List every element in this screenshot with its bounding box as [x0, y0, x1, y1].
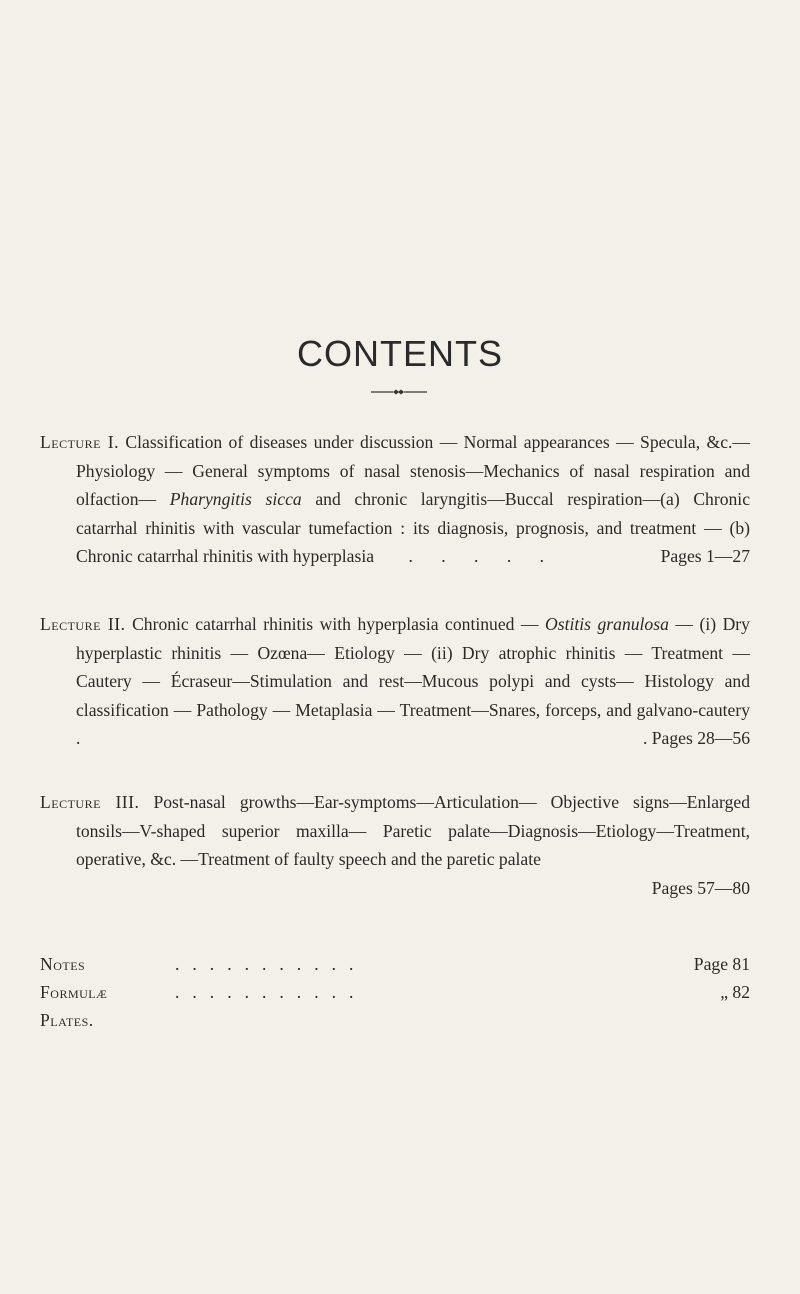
lecture-2-text-a: Chronic catarrhal rhinitis with hyperplasia continued —	[132, 614, 539, 634]
lecture-1-text-a: Classification of diseases under discussion — Normal appearances — Specula, &c.—Physiology — General symptoms of nasal stenosis—Mechanics of nasal respiration and olfaction—	[76, 432, 750, 509]
notes-row	[40, 950, 750, 978]
lecture-1-text-b: and chronic laryngitis—Buccal respiration—(a) Chronic catarrhal rhinitis with vascular tumefaction : its diagnosis, prognosis, and treatment — (b) Chronic catarrhal rhinitis with hyperplasia	[76, 489, 751, 566]
formulae-label: Formulæ	[40, 982, 108, 1002]
lecture-2-text-italic: Ostitis granulosa	[545, 614, 669, 634]
lecture-2-pages: . Pages 28—56	[642, 728, 750, 748]
lecture-3-pages: Pages 57—80	[651, 877, 750, 898]
formulae-page: „ 82	[720, 982, 750, 1002]
notes-page: Page 81	[693, 954, 750, 974]
formulae-row	[40, 978, 750, 1006]
lecture-3-label: Lecture III.	[40, 792, 140, 812]
lecture-3-text: Post-nasal growths—Ear-symptoms—Articulation— Objective signs—Enlarged tonsils—V-shaped superior maxilla— Paretic palate—Diagnosis—Etiology—Treatment, operative, &c. —Treatment of faulty speech and the paretic palate	[76, 792, 750, 869]
lecture-2-label: Lecture II.	[40, 614, 126, 634]
lecture-2-text-b: — (i) Dry hyperplastic rhinitis — Ozœna— Etiology — (ii) Dry atrophic rhinitis — Treatment — Cautery — Écraseur—Stimulation and rest—Mucous polypi and cysts— Histology and classification — Pathology — Metaplasia — Treatment—Snares, forceps, and galvano-cautery .	[76, 614, 750, 748]
lecture-3-entry	[40, 788, 750, 902]
notes-label: Notes	[40, 954, 86, 974]
formulae-dots: ...........	[175, 982, 367, 1002]
ornament-divider	[371, 389, 427, 395]
lecture-1-label: Lecture I.	[40, 432, 120, 452]
plates-label: Plates.	[40, 1010, 94, 1030]
plates-row	[40, 1006, 750, 1034]
lecture-1-entry	[40, 428, 750, 571]
page-title: CONTENTS	[297, 333, 503, 374]
notes-dots: ...........	[175, 954, 367, 974]
lecture-1-dots: . . . . .	[408, 546, 557, 566]
lecture-1-text-italic: Pharyngitis sicca	[169, 489, 302, 509]
lecture-1-pages: Pages 1—27	[660, 546, 750, 566]
lecture-2-entry	[40, 610, 750, 753]
